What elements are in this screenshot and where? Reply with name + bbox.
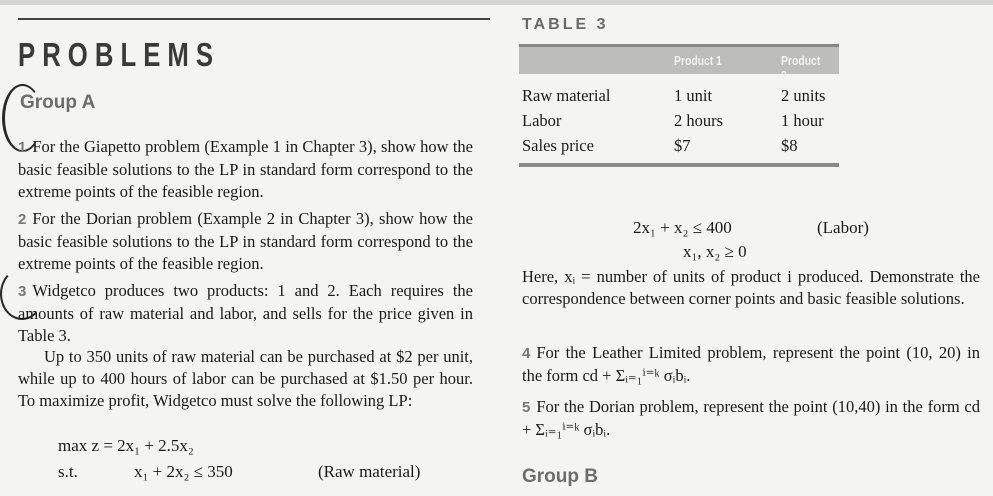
- problem-1-text: For the Giapetto problem (Example 1 in Chapter 3), show how the basic feasible solutions to the LP in standard form correspond to the extreme points of the feasible region.: [18, 137, 473, 201]
- row-product-1: $7: [674, 136, 691, 155]
- problem-3-text: Widgetco produces two products: 1 and 2. Each requires the amounts of raw material and labor, and sells for the price given in Table 3.: [18, 281, 473, 345]
- row-product-2: 1 hour: [781, 111, 824, 130]
- problems-heading: PROBLEMS: [18, 36, 221, 73]
- problem-5: [522, 396, 980, 441]
- right-column: [519, 0, 993, 496]
- lp-constraint-labor-note: (Labor): [817, 218, 869, 237]
- group-b-title: Group B: [522, 466, 598, 487]
- problem-2-number: 2: [18, 211, 27, 228]
- table-3: [519, 44, 839, 167]
- lp-constraint-raw-note: (Raw material): [318, 462, 421, 481]
- table-header-product-1: Product 1: [674, 53, 722, 68]
- problem-4-text: For the Leather Limited problem, represent the point (10, 20) in the form cd + Σᵢ₌₁ⁱ⁼ᵏ σᵢbᵢ.: [522, 343, 980, 385]
- table-bottom-rule: [519, 163, 839, 167]
- table-header: [519, 44, 839, 83]
- lp-st-label: s.t.: [58, 462, 78, 481]
- row-label: Sales price: [522, 136, 594, 155]
- lp-nonnegativity: x₁, x₂ ≥ 0: [683, 242, 747, 261]
- problem-5-number: 5: [522, 399, 531, 416]
- problem-1-number: 1: [18, 139, 27, 156]
- table-title: TABLE 3: [522, 16, 609, 33]
- table-row: [519, 107, 839, 132]
- problem-3-text-2: Up to 350 units of raw material can be purchased at $2 per unit, while up to 400 hours of labor can be purchased at $1.50 per hour. To maximize profit, Widgetco must solve the following LP:: [18, 347, 473, 410]
- problem-4: [522, 342, 980, 387]
- heading-rule: [18, 18, 490, 20]
- problem-1: [18, 136, 473, 203]
- group-a-title: Group A: [20, 92, 96, 113]
- lp-constraint-raw: x₁ + 2x₂ ≤ 350: [134, 462, 233, 481]
- lp-objective: max z = 2x₁ + 2.5x₂: [58, 436, 194, 455]
- row-label: Raw material: [522, 86, 611, 105]
- problem-4-number: 4: [522, 345, 531, 362]
- row-product-2: $8: [781, 136, 798, 155]
- problem-3-number: 3: [18, 283, 27, 300]
- row-product-2: 2 units: [781, 86, 826, 105]
- left-column: [0, 0, 493, 496]
- lp-constraint-labor: 2x₁ + x₂ ≤ 400: [633, 218, 732, 237]
- problem-3: [18, 280, 473, 347]
- row-product-1: 1 unit: [674, 86, 713, 105]
- problem-5-text: For the Dorian problem, represent the point (10,40) in the form cd + Σᵢ₌₁ⁱ⁼ᵏ σᵢbᵢ.: [522, 397, 980, 439]
- problem-2: [18, 208, 473, 275]
- here-paragraph: [522, 266, 980, 310]
- row-label: Labor: [522, 111, 562, 130]
- table-header-product-2: Product 2: [781, 53, 821, 83]
- table-row: [519, 132, 839, 157]
- problem-2-text: For the Dorian problem (Example 2 in Chapter 3), show how the basic feasible solutions to the LP in standard form correspond to the extreme points of the feasible region.: [18, 209, 473, 273]
- row-product-1: 2 hours: [674, 111, 724, 130]
- here-text: Here, xᵢ = number of units of product i produced. Demonstrate the correspondence between corner points and basic feasible solutions.: [522, 267, 980, 308]
- problem-3-continued: [18, 346, 473, 412]
- table-row: [519, 82, 839, 107]
